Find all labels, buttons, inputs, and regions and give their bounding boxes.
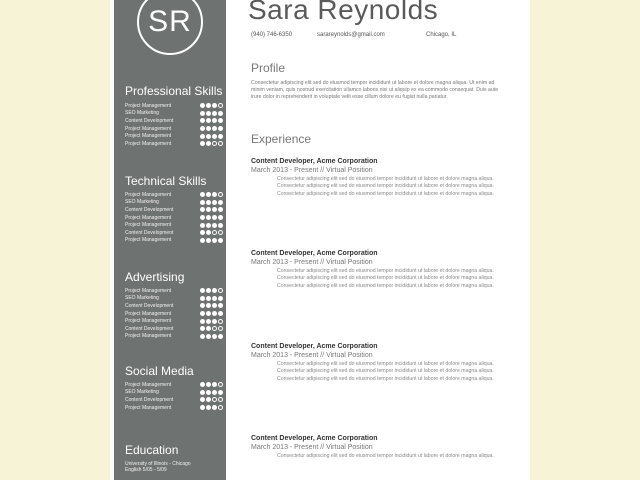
rating-dot-filled (212, 288, 217, 293)
rating-dot-filled (206, 126, 211, 131)
rating-dot-filled (212, 238, 217, 243)
skill-name: Project Management (125, 381, 172, 388)
rating-dot-filled (206, 326, 211, 331)
job-date: March 2013 - Present // Virtual Position (251, 259, 373, 266)
skill-list-technical (125, 191, 223, 244)
rating-dot-filled (206, 118, 211, 123)
rating-dot-filled (200, 230, 205, 235)
rating-dot-filled (212, 103, 217, 108)
rating-dot-filled (200, 103, 205, 108)
skill-row (125, 229, 223, 237)
education-degree: English 5/05 - 5/09 (125, 467, 167, 473)
skill-name: Project Management (125, 237, 172, 244)
skill-row (125, 102, 223, 110)
rating-dot-filled (212, 134, 217, 139)
rating-dot-filled (218, 207, 223, 212)
skill-row (125, 206, 223, 214)
skill-rating (200, 288, 223, 293)
rating-dot-filled (218, 296, 223, 301)
skill-row (125, 132, 223, 140)
skill-row (125, 404, 223, 412)
skill-rating (200, 223, 223, 228)
skill-name: Content Development (125, 206, 174, 213)
rating-dot-filled (200, 126, 205, 131)
job-bullet: Consectetur adipiscing elit sed do eiusmod tempor incididunt ut labore et dolore magna aliqua. (277, 190, 494, 197)
skill-row (125, 110, 223, 118)
skill-name: Project Management (125, 133, 172, 140)
skill-list-professional (125, 102, 223, 148)
skill-name: Project Management (125, 191, 172, 198)
skill-rating (200, 296, 223, 301)
rating-dot-empty (212, 141, 217, 146)
skill-rating (200, 134, 223, 139)
rating-dot-filled (200, 111, 205, 116)
rating-dot-filled (206, 390, 211, 395)
rating-dot-filled (200, 334, 205, 339)
job-bullet: Consectetur adipiscing elit sed do eiusmod tempor incididunt ut labore et dolore magna aliqua. (277, 275, 494, 282)
rating-dot-filled (212, 192, 217, 197)
rating-dot-filled (212, 215, 217, 220)
rating-dot-filled (206, 319, 211, 324)
skill-name: Project Management (125, 333, 172, 340)
skill-name: Content Development (125, 325, 174, 332)
job-bullet: Consectetur adipiscing elit sed do eiusmod tempor incididunt ut labore et dolore magna aliqua. (277, 176, 494, 182)
rating-dot-empty (218, 103, 223, 108)
skill-rating (200, 334, 223, 339)
rating-dot-filled (200, 311, 205, 316)
skill-name: Project Management (125, 214, 172, 221)
skill-row (125, 140, 223, 148)
job-date: March 2013 - Present // Virtual Position (251, 444, 373, 451)
rating-dot-filled (218, 215, 223, 220)
rating-dot-filled (206, 397, 211, 402)
rating-dot-filled (212, 296, 217, 301)
section-title-experience: Experience (251, 132, 312, 146)
rating-dot-filled (218, 111, 223, 116)
rating-dot-filled (200, 296, 205, 301)
rating-dot-empty (218, 405, 223, 410)
skill-name: Project Management (125, 125, 172, 132)
rating-dot-filled (200, 382, 205, 387)
rating-dot-filled (218, 200, 223, 205)
section-title-advertising: Advertising (125, 270, 185, 284)
rating-dot-filled (200, 405, 205, 410)
resume-sidebar (114, 0, 226, 480)
job-entry (251, 435, 511, 460)
skill-rating (200, 326, 223, 331)
rating-dot-filled (206, 103, 211, 108)
rating-dot-filled (200, 326, 205, 331)
rating-dot-filled (218, 390, 223, 395)
skill-rating (200, 215, 223, 220)
rating-dot-filled (212, 334, 217, 339)
rating-dot-filled (212, 207, 217, 212)
skill-row (125, 302, 223, 310)
rating-dot-empty (218, 326, 223, 331)
rating-dot-filled (218, 223, 223, 228)
skill-row (125, 125, 223, 133)
skill-rating (200, 103, 223, 108)
job-bullet: Consectetur adipiscing elit sed do eiusmod tempor incididunt ut labore et dolore magna aliqua. (277, 361, 494, 367)
rating-dot-filled (200, 303, 205, 308)
skill-row (125, 199, 223, 207)
skill-row (125, 117, 223, 125)
contact-location: Chicago, IL (426, 32, 457, 38)
rating-dot-filled (206, 288, 211, 293)
rating-dot-filled (212, 118, 217, 123)
rating-dot-filled (206, 223, 211, 228)
skill-row (125, 396, 223, 404)
skill-name: Project Management (125, 222, 172, 229)
skill-rating (200, 405, 223, 410)
skill-list-advertising (125, 287, 223, 340)
skill-rating (200, 207, 223, 212)
rating-dot-empty (218, 141, 223, 146)
job-bullet: Consectetur adipiscing elit sed do eiusmod tempor incididunt ut labore et dolore magna aliqua. (277, 183, 494, 190)
job-title: Content Developer, Acme Corporation (251, 435, 378, 442)
job-date: March 2013 - Present // Virtual Position (251, 352, 373, 359)
skill-rating (200, 192, 223, 197)
skill-rating (200, 390, 223, 395)
skill-name: Content Development (125, 229, 174, 236)
rating-dot-empty (212, 326, 217, 331)
rating-dot-filled (206, 200, 211, 205)
monogram-logo: SR (137, 0, 203, 55)
skill-rating (200, 311, 223, 316)
job-title: Content Developer, Acme Corporation (251, 250, 378, 257)
rating-dot-filled (206, 303, 211, 308)
section-title-professional-skills: Professional Skills (125, 84, 223, 98)
skill-rating (200, 397, 223, 402)
rating-dot-filled (218, 118, 223, 123)
skill-name: Project Management (125, 287, 172, 294)
rating-dot-filled (212, 303, 217, 308)
rating-dot-filled (212, 223, 217, 228)
rating-dot-empty (218, 192, 223, 197)
rating-dot-filled (212, 382, 217, 387)
rating-dot-empty (212, 397, 217, 402)
job-title: Content Developer, Acme Corporation (251, 158, 378, 165)
rating-dot-filled (200, 215, 205, 220)
section-title-profile: Profile (251, 61, 286, 75)
skill-name: SEO Marketing (125, 295, 159, 302)
skill-name: Content Development (125, 396, 174, 403)
rating-dot-empty (218, 288, 223, 293)
rating-dot-filled (206, 238, 211, 243)
rating-dot-filled (218, 311, 223, 316)
skill-name: Content Development (125, 117, 174, 124)
skill-name: Project Management (125, 102, 172, 109)
section-title-social-media: Social Media (125, 364, 194, 378)
rating-dot-filled (212, 405, 217, 410)
rating-dot-filled (206, 405, 211, 410)
rating-dot-filled (212, 390, 217, 395)
rating-dot-filled (206, 207, 211, 212)
education-school: University of Illinois - Chicago (125, 461, 191, 467)
skill-row (125, 191, 223, 199)
education-details (125, 461, 223, 473)
rating-dot-filled (200, 118, 205, 123)
skill-row (125, 333, 223, 341)
rating-dot-filled (218, 303, 223, 308)
skill-list-social-media (125, 381, 223, 411)
skill-name: Project Management (125, 140, 172, 147)
section-title-education: Education (125, 443, 179, 457)
skill-rating (200, 382, 223, 387)
contact-email: sarareynolds@gmail.com (317, 32, 385, 38)
skill-name: SEO Marketing (125, 199, 159, 206)
rating-dot-filled (206, 192, 211, 197)
rating-dot-filled (206, 215, 211, 220)
rating-dot-empty (218, 397, 223, 402)
rating-dot-filled (200, 390, 205, 395)
rating-dot-filled (206, 296, 211, 301)
rating-dot-filled (206, 134, 211, 139)
skill-name: Project Management (125, 318, 172, 325)
skill-name: Project Management (125, 310, 172, 317)
job-entry (251, 343, 511, 383)
job-bullet: Consectetur adipiscing elit sed do eiusmod tempor incididunt ut labore et dolore magna aliqua. (277, 368, 494, 375)
rating-dot-filled (212, 111, 217, 116)
skill-name: SEO Marketing (125, 110, 159, 117)
rating-dot-filled (200, 288, 205, 293)
skill-name: Content Development (125, 302, 174, 309)
rating-dot-filled (200, 397, 205, 402)
rating-dot-filled (212, 126, 217, 131)
skill-rating (200, 111, 223, 116)
job-bullet: Consectetur adipiscing elit sed do eiusmod tempor incididunt ut labore et dolore magna aliqua. (277, 268, 494, 274)
skill-rating (200, 238, 223, 243)
rating-dot-filled (218, 334, 223, 339)
job-entry (251, 158, 511, 198)
skill-name: Project Management (125, 404, 172, 411)
profile-text: Consectetur adipiscing elit sed do eiusmod tempor incididunt ut labore et dolore magna aliqua. Ut enim ad minim veniam, quis nostrud exercitation ullamco laboris nisi ut aliquip ex ea commodo consequat. Duis aute irure dolor in reprehenderit in voluptate velit esse cillum dolore eu fugiat nulla pariatur. (251, 80, 499, 100)
contact-phone: (940) 746-6350 (251, 32, 293, 38)
skill-rating (200, 303, 223, 308)
skill-name: SEO Marketing (125, 389, 159, 396)
rating-dot-filled (212, 311, 217, 316)
resume-name: Sara Reynolds (248, 0, 439, 25)
rating-dot-filled (206, 141, 211, 146)
rating-dot-filled (218, 134, 223, 139)
rating-dot-filled (212, 200, 217, 205)
skill-row (125, 214, 223, 222)
skill-row (125, 317, 223, 325)
skill-row (125, 295, 223, 303)
skill-row (125, 237, 223, 245)
rating-dot-filled (218, 238, 223, 243)
skill-row (125, 310, 223, 318)
rating-dot-empty (218, 230, 223, 235)
skill-rating (200, 230, 223, 235)
rating-dot-filled (200, 134, 205, 139)
section-title-technical-skills: Technical Skills (125, 174, 207, 188)
skill-rating (200, 319, 223, 324)
rating-dot-filled (212, 319, 217, 324)
rating-dot-empty (218, 382, 223, 387)
rating-dot-filled (200, 192, 205, 197)
skill-row (125, 381, 223, 389)
skill-rating (200, 118, 223, 123)
rating-dot-empty (212, 230, 217, 235)
rating-dot-filled (200, 223, 205, 228)
rating-dot-filled (206, 382, 211, 387)
skill-row (125, 287, 223, 295)
rating-dot-filled (206, 334, 211, 339)
rating-dot-filled (206, 111, 211, 116)
job-bullet: Consectetur adipiscing elit sed do eiusmod tempor incididunt ut labore et dolore magna aliqua. (277, 375, 494, 382)
rating-dot-filled (200, 141, 205, 146)
job-bullet: Consectetur adipiscing elit sed do eiusmod tempor incididunt ut labore et dolore magna aliqua. (277, 453, 494, 459)
skill-row (125, 221, 223, 229)
rating-dot-filled (200, 319, 205, 324)
rating-dot-filled (200, 238, 205, 243)
skill-row (125, 389, 223, 397)
skill-row (125, 325, 223, 333)
job-bullet: Consectetur adipiscing elit sed do eiusmod tempor incididunt ut labore et dolore magna aliqua. (277, 282, 494, 289)
skill-rating (200, 200, 223, 205)
skill-rating (200, 126, 223, 131)
rating-dot-filled (206, 311, 211, 316)
rating-dot-filled (200, 207, 205, 212)
job-date: March 2013 - Present // Virtual Position (251, 167, 373, 174)
rating-dot-empty (218, 319, 223, 324)
rating-dot-filled (218, 126, 223, 131)
rating-dot-filled (200, 200, 205, 205)
job-title: Content Developer, Acme Corporation (251, 343, 378, 350)
rating-dot-filled (206, 230, 211, 235)
job-entry (251, 250, 511, 290)
skill-rating (200, 141, 223, 146)
